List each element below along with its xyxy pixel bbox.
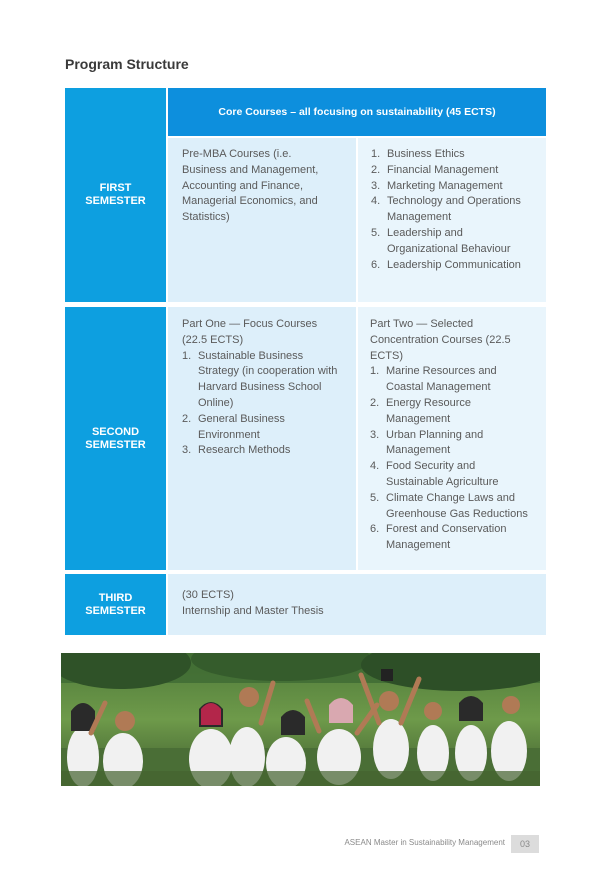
part-one-cell: [168, 307, 356, 570]
first-semester-label-line: SEMESTER: [85, 195, 146, 207]
list-item: 2. Energy Resource Management: [370, 396, 471, 425]
list-item: 1. Sustainable Business Strategy (in cooperation with Harvard Business School Online): [182, 349, 338, 409]
pre-mba-cell: [168, 138, 356, 302]
footer-text: ASEAN Master in Sustainability Management: [344, 838, 505, 847]
second-semester-label-line: SECOND: [91, 425, 140, 438]
core-courses-header: [168, 88, 546, 136]
third-semester-cell: [168, 574, 546, 635]
list-item: 1. Marine Resources and Coastal Management: [370, 365, 497, 394]
part-two-header-line: Concentration Courses (22.5: [370, 333, 511, 346]
part-one-header-line: (22.5 ECTS): [182, 333, 244, 346]
group-photo-image: [61, 653, 540, 786]
list-item: 4. Technology and Operations Management: [371, 195, 521, 224]
core-courses-header-text: Core Courses – all focusing on sustainability (45 ECTS): [218, 106, 496, 118]
first-semester-label: [65, 88, 166, 302]
third-semester-label-line: SEMESTER: [85, 604, 146, 617]
first-semester-label-line: FIRST: [99, 182, 132, 194]
list-item: 3. Urban Planning and Management: [370, 428, 484, 457]
part-one-list: [182, 349, 348, 460]
third-semester-line: Internship and Master Thesis: [182, 604, 324, 617]
list-item: 3. Marketing Management: [371, 179, 503, 192]
part-two-cell: [358, 307, 546, 570]
pre-mba-line: Accounting and Finance,: [182, 179, 304, 192]
core-course-list-cell: [358, 138, 546, 302]
list-item: 6. Forest and Conservation Management: [370, 523, 507, 552]
list-item: 2. General Business Environment: [182, 412, 285, 441]
part-one-header-line: Part One — Focus Courses: [182, 318, 318, 330]
second-semester-label-line: SEMESTER: [85, 438, 146, 451]
list-item: 1. Business Ethics: [371, 148, 465, 160]
third-semester-label-line: THIRD: [98, 591, 133, 604]
part-two-list: [370, 364, 540, 554]
group-photo: [61, 653, 540, 786]
page-number: 03: [511, 835, 539, 853]
list-item: 2. Financial Management: [371, 163, 499, 176]
second-semester-label: [65, 307, 166, 570]
list-item: 3. Research Methods: [182, 444, 291, 457]
pre-mba-line: Business and Management,: [182, 163, 319, 176]
list-item: 5. Climate Change Laws and Greenhouse Gas Reductions: [370, 491, 528, 520]
part-two-header-line: ECTS): [370, 349, 403, 362]
pre-mba-line: Statistics): [182, 211, 230, 224]
list-item: 6. Leadership Communication: [371, 258, 521, 271]
part-two-header-line: Part Two — Selected: [370, 318, 474, 330]
list-item: 4. Food Security and Sustainable Agriculture: [370, 460, 499, 488]
list-item: 5. Leadership and Organizational Behaviour: [371, 226, 511, 255]
third-semester-line: (30 ECTS): [182, 589, 234, 601]
page-title: Program Structure: [65, 56, 189, 72]
core-course-list: [371, 147, 540, 273]
pre-mba-line: Pre-MBA Courses (i.e.: [182, 148, 292, 160]
pre-mba-line: Managerial Economics, and: [182, 195, 318, 208]
third-semester-label: [65, 574, 166, 635]
